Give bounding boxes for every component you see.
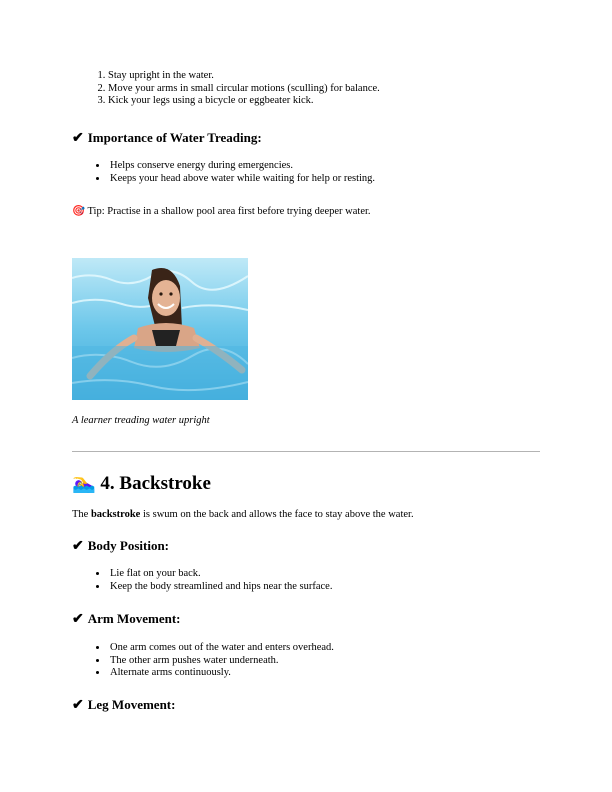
importance-heading [72, 130, 262, 147]
section-title: 4. Backstroke [100, 473, 211, 494]
treading-water-photo [72, 258, 248, 400]
backstroke-intro [72, 509, 414, 520]
intro-text: is swum on the back and allows the face to stay above the water. [140, 509, 414, 520]
list-item: 3. Kick your legs using a bicycle or eggbeater kick. [108, 95, 380, 108]
check-icon: ✔ [72, 131, 84, 146]
swimmer-icon: 🏊‍♀️ [72, 473, 96, 494]
list-item: • Lie flat on your back. [108, 568, 332, 581]
list-item: • Alternate arms continuously. [108, 667, 334, 680]
intro-text: The [72, 509, 91, 520]
body-position-list-block [72, 568, 332, 593]
treading-steps-list [72, 70, 380, 108]
list-item: • Helps conserve energy during emergencies. [108, 160, 375, 173]
check-icon: ✔ [72, 612, 84, 627]
page-title [72, 471, 211, 495]
swimmer-image [72, 258, 248, 400]
importance-list [72, 160, 375, 185]
importance-title: Importance of Water Treading: [87, 130, 262, 145]
leg-movement-heading [72, 697, 175, 714]
list-item: • The other arm pushes water underneath. [108, 655, 334, 668]
list-item: • Keep the body streamlined and hips near the surface. [108, 581, 332, 594]
importance-list-block [72, 160, 375, 185]
list-item: • Keeps your head above water while waiting for help or resting. [108, 173, 375, 186]
arm-movement-list [72, 642, 334, 680]
section-divider [72, 451, 540, 452]
check-icon: ✔ [72, 698, 84, 713]
tip-label: Tip: Practise in a shallow pool area first before trying deeper water. [87, 206, 371, 217]
leg-movement-title: Leg Movement: [87, 697, 176, 712]
check-icon: ✔ [72, 539, 84, 554]
arm-movement-list-block [72, 642, 334, 680]
arm-movement-title: Arm Movement: [87, 611, 181, 626]
arm-movement-heading [72, 611, 181, 628]
body-position-title: Body Position: [87, 538, 169, 553]
list-item: 1. Stay upright in the water. [108, 70, 380, 83]
list-item: • One arm comes out of the water and enters overhead. [108, 642, 334, 655]
body-position-list [72, 568, 332, 593]
body-position-heading [72, 538, 169, 555]
target-icon: 🎯 [72, 206, 86, 217]
photo-caption: A learner treading water upright [72, 415, 210, 426]
tip-text [72, 204, 371, 217]
list-item: 2. Move your arms in small circular motions (sculling) for balance. [108, 83, 380, 96]
intro-bold-term: backstroke [90, 509, 141, 520]
